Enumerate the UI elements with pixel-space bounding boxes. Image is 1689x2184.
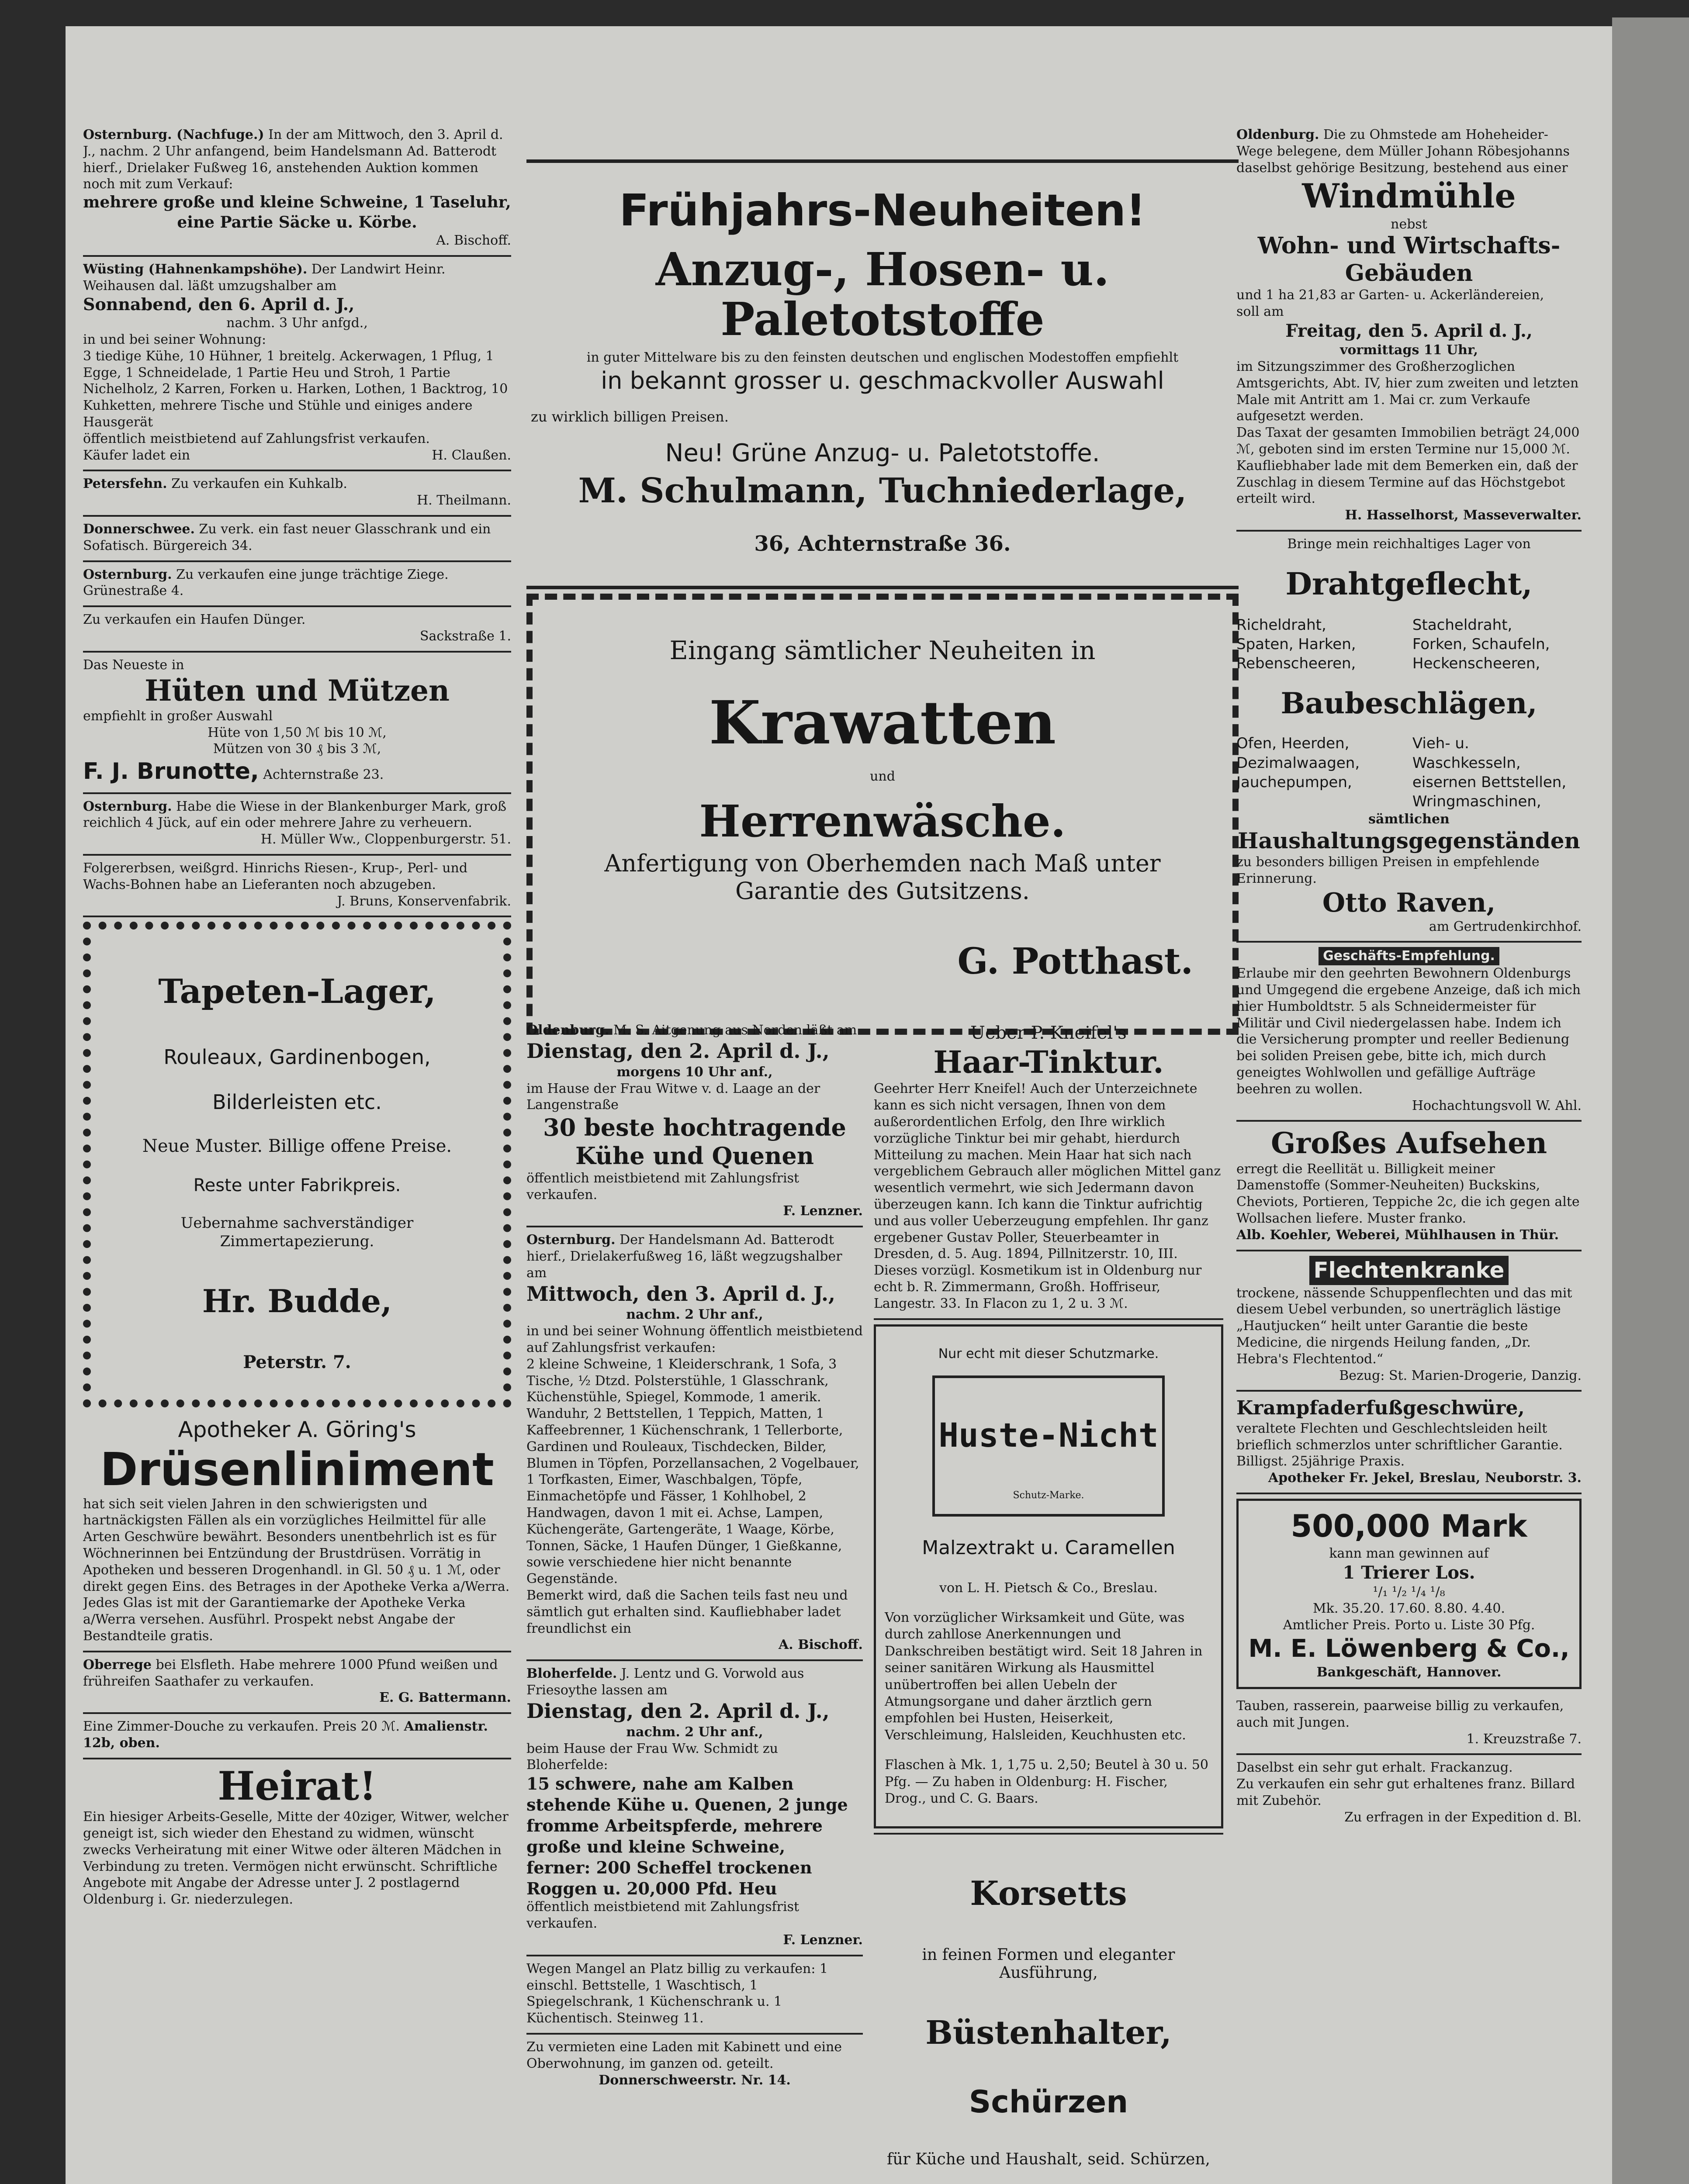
ad-potthast-ties <box>526 594 1239 1035</box>
ad-line: soll am <box>1236 304 1284 319</box>
ad-items: mehrere große und kleine Schweine, 1 Taseluhr, eine Partie Säcke u. Körbe. <box>83 193 511 232</box>
divider <box>526 159 1239 163</box>
ad-text: Dieses vorzügl. Kosmetikum ist in Oldenburg nur echt b. R. Zimmermann, Großh. Hoffriseur, Langestr. 33. In Flacon zu 1, 2 u. 3 ℳ. <box>874 1263 1202 1311</box>
ad-where: in und bei seiner Wohnung: <box>83 332 267 347</box>
ad-headline: Heirat! <box>218 1762 377 1809</box>
ad-line: sämtlichen <box>1368 812 1450 827</box>
page-edge <box>1612 17 1689 2184</box>
ad-headline: Haar-Tinktur. <box>933 1044 1164 1081</box>
ad-items: 15 schwere, nahe am Kalben stehende Kühe u. Quenen, 2 junge fromme Arbeitspferde, mehrere große und kleine Schweine, <box>526 1774 848 1856</box>
ad-headline: Windmühle <box>1302 176 1516 216</box>
ad-text: bei Elsfleth. Habe mehrere 1000 Pfund weißen und frühreifen Saathafer zu verkaufen. <box>83 1657 498 1689</box>
ad-text: veraltete Flechten und Geschlechtsleiden heilt brieflich schmerzlos unter schriftlicher Garantie. Billigst. 25jährige Praxis. <box>1236 1420 1563 1469</box>
ad-text: In der am Mittwoch, den 3. April d. J., nachm. 2 Uhr anfangend, beim Handelsmann Ad. Batterodt hierf., Drielaker Fußweg 16, anstehenden Auktion kommen noch mit zum Verkauf: <box>83 127 503 192</box>
ad-place: Petersfehn. <box>83 476 167 492</box>
ad-text: Zu vermieten eine Laden mit Kabinett und eine Oberwohnung, im ganzen od. geteilt. <box>526 2039 842 2071</box>
ad-time: nachm. 3 Uhr anfgd., <box>226 315 368 331</box>
ad-line: Mk. 35.20. 17.60. 8.80. 4.40. <box>1312 1601 1506 1617</box>
ad-text: Wegen Mangel an Platz billig zu verkaufen: 1 einschl. Bettstelle, 1 Waschtisch, 1 Spiegelschrank, 1 Küchenschrank u. 1 Küchentisch. <box>526 1961 828 2026</box>
ad-line: Bringe mein reichhaltiges Lager von <box>1287 536 1531 552</box>
ad-bloherfelde-auction <box>526 1661 863 1956</box>
ad-furniture-sale <box>526 1956 863 2035</box>
ad-place: Wüsting (Hahnenkampshöhe). <box>83 261 308 277</box>
ad-line: Mützen von 30 ₰ bis 3 ℳ, <box>213 741 381 757</box>
ad-place: Osternburg. (Nachfuge.) <box>83 127 264 142</box>
ad-place: Osternburg. <box>83 567 172 582</box>
ad-date: Dienstag, den 2. April d. J., <box>526 1699 830 1723</box>
ad-headline: Malzextrakt u. Caramellen <box>922 1537 1175 1559</box>
ad-items: 3 tiedige Kühe, 10 Hühner, 1 breitelg. Ackerwagen, 1 Pflug, 1 Egge, 1 Schneidelade, 1 Partie Heu und Stroh, 1 Partie Nichelholz, 2 Karren, Forken u. Harken, Lothen, 1 Backtrog, 10 Kuhketten, mehrere Tische und Stühle und einiges andere Hausgerät <box>83 348 508 430</box>
ad-line: zu besonders billigen Preisen in empfehlende Erinnerung. <box>1236 854 1540 886</box>
ad-osternburg-auction <box>83 122 511 257</box>
ad-time: nachm. 2 Uhr anf., <box>626 1724 763 1740</box>
list-item: Heckenscheeren, <box>1412 655 1540 673</box>
ad-date: Mittwoch, den 3. April d. J., <box>526 1282 836 1306</box>
ad-kneifel-tincture <box>874 1018 1223 1320</box>
ad-line: zu wirklich billigen Preisen. <box>531 408 729 425</box>
list-item: Wringmaschinen, <box>1412 793 1541 811</box>
ad-line: Rouleaux, Gardinenbogen, <box>163 1045 431 1069</box>
ad-line: in feinen Formen und eleganter Ausführung, <box>922 1946 1175 1982</box>
ad-headline: Hüten und Mützen <box>145 673 450 708</box>
list-item: Rebenscheeren, <box>1236 655 1356 673</box>
ad-flechtentod <box>1236 1251 1582 1392</box>
ad-text: Zu verkaufen ein Haufen Dünger. <box>83 612 306 628</box>
ad-text: Zu verkaufen eine junge trächtige Ziege. <box>176 567 449 582</box>
ad-text: Geehrter Herr Kneifel! Auch der Unterzeichnete kann es sich nicht versagen, Ihnen von dem außerordentlichen Erfolg, den Ihre wirklich vorzügliche Tinktur bei mir gehabt, hierdurch Mitteilung zu machen. Mein Haar hat sich nach vergeblichem Gebrauch aller möglichen Mittel ganz wesentlich vermehrt, wie sich Jedermann davon überzeugen kann. Ich kann die Tinktur aufrichtig und aus voller Ueberzeugung empfehlen. Ihr ganz ergebener Gustav Poller, Steuerbeamter in Dresden, d. 5. Aug. 1894, Pillnitzerstr. 10, III. <box>874 1081 1221 1262</box>
ad-cow-auction <box>526 1018 863 1227</box>
ad-line: Nur echt mit dieser Schutzmarke. <box>938 1346 1159 1362</box>
ad-headline: Drüsenliniment <box>100 1442 494 1496</box>
ad-place: Osternburg. <box>83 798 172 814</box>
ad-items: 2 kleine Schweine, 1 Kleiderschrank, 1 Sofa, 3 Tische, ½ Dtzd. Polsterstühle, 1 Glasschrank, Küchenstühle, Spiegel, Kommode, 1 amerik. Wanduhr, 2 Bettstellen, 1 Teppich, Matten, 1 Kaffeebrenner, 1 Küchenschrank, 1 Tellerborte, Gardinen und Rouleaux, Tischdecken, Bilder, Blumen in Töpfen, Porzellansachen, 2 Vogelbauer, 1 Torfkasten, Eimer, Waschbalgen, Töpfe, Einmachetöpfe und Fässer, 1 Kohlhobel, 2 Handwagen, davon 1 mit ei. Achse, Lampen, Küchengeräte, Gartengeräte, 1 Waage, Körbe, Tonnen, Säcke, 1 Haufen Dünger, 1 Gießkanne, sowie verschiedene hier nicht benannte Gegenstände. <box>526 1356 859 1587</box>
ad-text: Von vorzüglicher Wirksamkeit und Güte, was durch zahllose Anerkennungen und Dankschreiben bestätigt wird. Seit 18 Jahren in seiner sanitären Wirkung als Hausmittel unübertroffen bei allen Uebeln der Atmungsorgane und daher ärztlich gern empfohlen bei Husten, Heiserkeit, Verschleimung, Halsleiden, Keuchhusten etc. <box>885 1610 1203 1743</box>
ad-terms: öffentlich meistbietend mit Zahlungsfrist verkaufen. <box>526 1170 800 1203</box>
ad-douche <box>83 1714 511 1759</box>
ad-firm: M. E. Löwenberg & Co., <box>1248 1634 1570 1663</box>
ad-headline-2: Herrenwäsche. <box>699 795 1066 847</box>
ad-place: Donnerschwee. <box>83 521 195 537</box>
ad-dung <box>83 607 511 653</box>
column-left <box>83 122 511 2184</box>
ad-date: Dienstag, den 2. April d. J., <box>526 1039 830 1063</box>
ad-where: im Hause der Frau Witwe v. d. Laage an der Langenstraße <box>526 1081 820 1113</box>
ad-raven-wire <box>1236 532 1582 943</box>
ad-line: und 1 ha 21,83 ar Garten- u. Ackerländereien, <box>1236 287 1544 303</box>
ad-schulmann-fabrics <box>526 163 1239 586</box>
ad-headline: Baubeschlägen, <box>1281 686 1537 721</box>
ad-sign: H. Müller Ww., Cloppenburgerstr. 51. <box>260 832 511 847</box>
ad-text: Der Landwirt Heinr. Weihausen dal. läßt umzugshalber am <box>83 261 446 294</box>
ad-pre: Apotheker A. Göring's <box>178 1417 416 1442</box>
ad-items: ferner: 200 Scheffel trockenen Roggen u. 20,000 Pfd. Heu <box>526 1857 812 1898</box>
ad-line: 1 Trierer Los. <box>1343 1562 1475 1583</box>
ad-und: und <box>870 769 895 784</box>
ad-line: ¹/₁ ¹/₂ ¹/₄ ¹/₈ <box>1373 1584 1445 1600</box>
ad-sign: H. Claußen. <box>432 447 511 463</box>
ad-sign: 1. Kreuzstraße 7. <box>1466 1731 1582 1747</box>
list-item: Jauchepumpen, <box>1236 773 1352 791</box>
list-item: Vieh- u. Waschkesseln, <box>1412 735 1521 772</box>
ad-line: Anfertigung von Oberhemden nach Maß unter Garantie des Gutsitzens. <box>604 850 1161 905</box>
ad-sub: empfiehlt in großer Auswahl <box>83 708 273 724</box>
ad-billiard <box>1236 1755 1582 1832</box>
ad-address: Bankgeschäft, Hannover. <box>1316 1665 1502 1680</box>
ad-where: in und bei seiner Wohnung öffentlich meistbietend auf Zahlungsfrist verkaufen: <box>526 1324 863 1356</box>
ad-sign: Alb. Koehler, Weberei, Mühlhausen in Thür. <box>1236 1227 1559 1243</box>
ad-sign: Grünestraße 4. <box>83 583 184 599</box>
ad-line: Bilderleisten etc. <box>212 1090 382 1114</box>
ad-sign: F. Lenzner. <box>783 1932 863 1948</box>
ad-headline: Drahtgeflecht, <box>1285 565 1533 602</box>
ad-firm: Hr. Budde, <box>202 1282 392 1320</box>
ad-headline: Korsetts <box>970 1874 1127 1913</box>
ad-address: Achternstraße 23. <box>263 767 384 783</box>
ad-line: Uebernahme sachverständiger Zimmertapezierung. <box>180 1214 414 1251</box>
ad-line-new: Neu! Grüne Anzug- u. Paletotstoffe. <box>665 439 1100 467</box>
list-item: Spaten, Harken, <box>1236 635 1356 653</box>
ad-line: Kaufliebhaber lade mit dem Bemerken ein, daß der Zuschlag in diesem Termine auf das Höchstgebot erteilt wird. <box>1236 458 1578 507</box>
ad-text: Erlaube mir den geehrten Bewohnern Oldenburgs und Umgegend die ergebene Anzeige, daß ich mich hier Humboldtstr. 5 als Schneidermeister für Militär und Civil niedergelassen habe. Indem ich die Versicherung prompter und reeller Bedienung bei soliden Preisen gebe, bitte ich, mich durch geneigtes Wohlwollen und gefällige Aufträge beehren zu wollen. <box>1236 966 1581 1097</box>
ad-date: Freitag, den 5. April d. J., <box>1285 320 1533 341</box>
ad-line: im Sitzungszimmer des Großherzoglichen Amtsgerichts, Abt. IV, hier zum zweiten und letzten Male mit Antritt am 1. Mai cr. zum Verkaufe aufgesetzt werden. <box>1236 359 1579 424</box>
ad-brunotte-hats <box>83 653 511 794</box>
ad-time: nachm. 2 Uhr anf., <box>626 1307 763 1323</box>
ad-sign: E. G. Battermann. <box>379 1690 511 1706</box>
ad-sign: Hochachtungsvoll W. Ahl. <box>1412 1098 1582 1113</box>
ad-huste-nicht <box>874 1324 1223 1829</box>
ad-price: Flaschen à Mk. 1, 1,75 u. 2,50; Beutel à 30 u. 50 Pfg. — Zu haben in Oldenburg: H. Fischer, Drog., und C. G. Baars. <box>885 1757 1208 1806</box>
ad-sign: A. Bischoff. <box>779 1637 863 1653</box>
ad-firm: von L. H. Pietsch & Co., Breslau. <box>939 1580 1158 1596</box>
ad-marriage <box>83 1759 511 1914</box>
ad-sign: Amalienstr. 12b, oben. <box>83 1719 488 1751</box>
ad-text: Habe die Wiese in der Blankenburger Mark, groß reichlich 4 Jück, auf ein oder mehrere Jahre zu verheuern. <box>83 798 507 831</box>
ad-text: Zu verkaufen ein Kuhkalb. <box>171 476 347 492</box>
ad-text: hat sich seit vielen Jahren in den schwierigsten und hartnäckigsten Fällen als ein vorzügliches Heilmittel für alle Arten Geschwüre bewährt. Besonders unentbehrlich ist es für Wöchnerinnen bei Entzündung der Brustdrüsen. Vorrätig in Apotheken und besseren Drogenhandl. in Gl. 50 ₰ u. 1 ℳ, oder direkt gegen Eins. des Betrages in der Apotheke Verka a/Werra. Jedes Glas ist mit der Garantiemarke der Apotheke Verka a/Werra versehen. Ausführl. Prospekt nebst Angabe der Bestandteile gratis. <box>83 1496 510 1644</box>
ad-headline: Haushaltungsgegenständen <box>1238 828 1580 854</box>
ad-headline: Geschäfts-Empfehlung. <box>1319 947 1499 965</box>
ad-sign: A. Bischoff. <box>436 232 511 248</box>
ad-terms: öffentlich meistbietend auf Zahlungsfrist verkaufen. <box>83 431 430 446</box>
ad-headline: Großes Aufsehen <box>1270 1126 1547 1161</box>
ad-headline-fabrics: Anzug-, Hosen- u. Paletotstoffe <box>655 242 1110 346</box>
ad-text: Daselbst ein sehr gut erhalt. Frackanzug. <box>1236 1760 1513 1776</box>
column-middle-top <box>526 159 1239 1035</box>
wire-list <box>1236 615 1582 674</box>
ad-sign: Steinweg 11. <box>616 2011 704 2026</box>
ad-petersfehn <box>83 471 511 517</box>
ad-firm: F. J. Brunotte, <box>83 758 259 785</box>
ad-hanel-corsets <box>874 1833 1223 2184</box>
ad-line: in bekannt grosser u. geschmackvoller Auswahl <box>601 366 1164 394</box>
list-item: Dezimalwaagen, <box>1236 754 1360 772</box>
ad-line: Amtlicher Preis. Porto u. Liste 30 Pfg. <box>1283 1617 1535 1633</box>
hardware-list <box>1236 734 1582 811</box>
ad-sign: Bürgereich 34. <box>152 538 253 553</box>
ad-meadow <box>83 794 511 856</box>
ad-budde-wallpaper <box>83 922 511 1407</box>
ad-batterodt-auction <box>526 1227 863 1661</box>
ad-pre: Ueber P. Kneifel's <box>970 1023 1127 1043</box>
ad-place: Oldenburg. <box>526 1023 609 1038</box>
ad-note: Bemerkt wird, daß die Sachen teils fast neu und sämtlich gut erhalten sind. Kaufliebhaber ladet freundlichst ein <box>526 1588 848 1636</box>
ad-sign: J. Bruns, Konservenfabrik. <box>337 893 511 909</box>
ad-items: 30 beste hochtragende Kühe und Quenen <box>543 1113 846 1170</box>
ad-oats <box>83 1652 511 1714</box>
ad-headline: Krawatten <box>709 688 1056 758</box>
ad-text: trockene, nässende Schuppenflechten und das mit diesem Uebel verbunden, so unerträglich lästige „Hautjucken“ heilt unter Garantie die beste Medicine, die nirgends Heilung fanden, „Dr. Hebra's Flechtentod.“ <box>1236 1285 1572 1367</box>
ad-firm: Otto Raven, <box>1322 887 1496 918</box>
ad-wuesting-auction <box>83 257 511 472</box>
divider <box>526 586 1239 589</box>
list-item: Ofen, Heerden, <box>1236 735 1350 753</box>
ad-sign: Sackstraße 1. <box>419 628 511 644</box>
ad-headline: Flechtenkranke <box>1309 1256 1509 1285</box>
ad-osternburg-goat <box>83 562 511 608</box>
ad-lottery <box>1236 1499 1582 1689</box>
ad-address: Peterstr. 7. <box>243 1351 351 1372</box>
ad-line: Reste unter Fabrikpreis. <box>193 1175 401 1196</box>
ad-line: Neue Muster. Billige offene Preise. <box>142 1136 452 1156</box>
ad-text: Die zu Ohmstede am Hoheheider-Wege belegene, dem Müller Johann Röbesjohanns daselbst gehörige Besitzung, bestehend aus einer <box>1236 127 1570 176</box>
ad-koehler-fabrics <box>1236 1122 1582 1251</box>
ad-sign: H. Hasselhorst, Masseverwalter. <box>1345 508 1582 523</box>
ad-address: am Gertrudenkirchhof. <box>1429 919 1582 934</box>
ad-headline: Wohn- und Wirtschafts-Gebäuden <box>1257 232 1561 287</box>
ad-date: Sonnabend, den 6. April d. J., <box>83 294 355 314</box>
ad-place: Oldenburg. <box>1236 127 1319 142</box>
ad-sign: Zu erfragen in der Expedition d. Bl. <box>1344 1809 1582 1825</box>
list-item: Stacheldraht, <box>1412 616 1512 634</box>
trademark-logo <box>932 1375 1165 1517</box>
ad-place: Osternburg. <box>526 1232 616 1248</box>
ad-line: Das Taxat der gesamten Immobilien beträgt 24,000 ℳ, geboten sind im ersten Termine nur 15,000 ℳ. <box>1236 425 1580 457</box>
ad-time: vormittags 11 Uhr, <box>1339 342 1478 358</box>
ad-sign: Apotheker Fr. Jekel, Breslau, Neuborstr. 3. <box>1268 1470 1582 1486</box>
ad-place: Oberrege <box>83 1657 152 1673</box>
ad-text: M. S. Aitgenung aus Norden läßt am <box>613 1023 857 1038</box>
ad-text: Folgererbsen, weißgrd. Hinrichs Riesen-, Krup-, Perl- und Wachs-Bohnen habe an Lieferanten noch abzugeben. <box>83 860 468 892</box>
ad-text: Eine Zimmer-Douche zu verkaufen. Preis 20 ℳ. <box>83 1719 400 1735</box>
ad-line: Eingang sämtlicher Neuheiten in <box>669 635 1096 665</box>
ad-pre: Das Neueste in <box>83 657 184 673</box>
ad-buyers: Käufer ladet ein <box>83 447 190 463</box>
ad-sign: Bezug: St. Marien-Drogerie, Danzig. <box>1339 1368 1582 1383</box>
ad-where: beim Hause der Frau Ww. Schmidt zu Bloherfelde: <box>526 1741 778 1773</box>
ad-time: morgens 10 Uhr anf., <box>616 1064 773 1080</box>
ad-goering-liniment <box>83 1412 511 1652</box>
ad-line: Hüte von 1,50 ℳ bis 10 ℳ, <box>208 725 387 740</box>
ad-firm: M. Schulmann, Tuchniederlage, <box>578 470 1187 511</box>
trademark-name: Huste-Nicht <box>938 1415 1159 1455</box>
ad-text: Ein hiesiger Arbeits-Geselle, Mitte der 40ziger, Witwer, welcher geneigt ist, sich wieder den Ehestand zu widmen, wünscht zwecks Verheiratung mit einer Witwe oder älteren Mädchen in Verbindung zu treten. Vermögen nicht erwünscht. Schriftliche Angebote mit Angabe der Adresse unter J. 2 postlagernd Oldenburg i. Gr. niederzulegen. <box>83 1809 509 1908</box>
column-middle-left <box>526 1018 863 2184</box>
ad-headline: Schürzen <box>969 2084 1128 2120</box>
ad-sign: F. Lenzner. <box>783 1203 863 1219</box>
ad-headline: Krampfaderfußgeschwüre, <box>1236 1397 1525 1420</box>
column-middle-right <box>874 1018 1223 2184</box>
ad-headline: Tapeten-Lager, <box>158 972 436 1011</box>
ad-sign: H. Theilmann. <box>416 493 511 508</box>
ad-address: Donnerschweerstr. Nr. 14. <box>599 2072 791 2088</box>
ad-headline: 500,000 Mark <box>1291 1508 1527 1544</box>
list-item: Richeldraht, <box>1236 616 1326 634</box>
ad-line: nebst <box>1391 216 1427 232</box>
ad-text: Der Handelsmann Ad. Batterodt hierf., Drielakerfußweg 16, läßt wegzugshalber am <box>526 1232 842 1281</box>
ad-headline: Büstenhalter, <box>925 2014 1172 2052</box>
ad-text: Zu verk. ein fast neuer Glasschrank und ein Sofatisch. <box>83 521 491 553</box>
list-item: eisernen Bettstellen, <box>1412 773 1567 791</box>
list-item: Forken, Schaufeln, <box>1412 635 1550 653</box>
ad-windmill-sale <box>1236 122 1582 532</box>
ad-beans <box>83 856 511 917</box>
ad-text: J. Lentz und G. Vorwold aus Friesoythe lassen am <box>526 1666 804 1698</box>
ad-jekel <box>1236 1392 1582 1494</box>
ad-tailor <box>1236 943 1582 1122</box>
ad-shop-rent <box>526 2035 863 2094</box>
trademark-sub: Schutz-Marke. <box>1013 1490 1084 1501</box>
ad-terms: öffentlich meistbietend mit Zahlungsfrist verkaufen. <box>526 1899 800 1932</box>
ad-headline: Frühjahrs-Neuheiten! <box>619 185 1146 236</box>
ad-firm: G. Potthast. <box>957 940 1193 983</box>
ad-line: in guter Mittelware bis zu den feinsten deutschen und englischen Modestoffen empfiehlt <box>586 349 1179 365</box>
ad-text: Tauben, rasserein, paarweise billig zu verkaufen, auch mit Jungen. <box>1236 1698 1564 1730</box>
column-right <box>1236 122 1582 2184</box>
ad-line: kann man gewinnen auf <box>1329 1546 1489 1562</box>
ad-line: für Küche und Haushalt, seid. Schürzen, <box>887 2150 1210 2169</box>
ad-pigeons <box>1236 1693 1582 1755</box>
ad-place: Bloherfelde. <box>526 1666 617 1682</box>
ad-text: erregt die Reellität u. Billigkeit meiner Damenstoffe (Sommer-Neuheiten) Buckskins, Cheviots, Portieren, Teppiche 2c, die ich gegen alte Wollsachen liefere. Muster franko. <box>1236 1161 1580 1226</box>
ad-text: Zu verkaufen ein sehr gut erhaltenes franz. Billard mit Zubehör. <box>1236 1776 1575 1809</box>
ad-donnerschwee <box>83 517 511 562</box>
ad-address: 36, Achternstraße 36. <box>754 531 1011 556</box>
